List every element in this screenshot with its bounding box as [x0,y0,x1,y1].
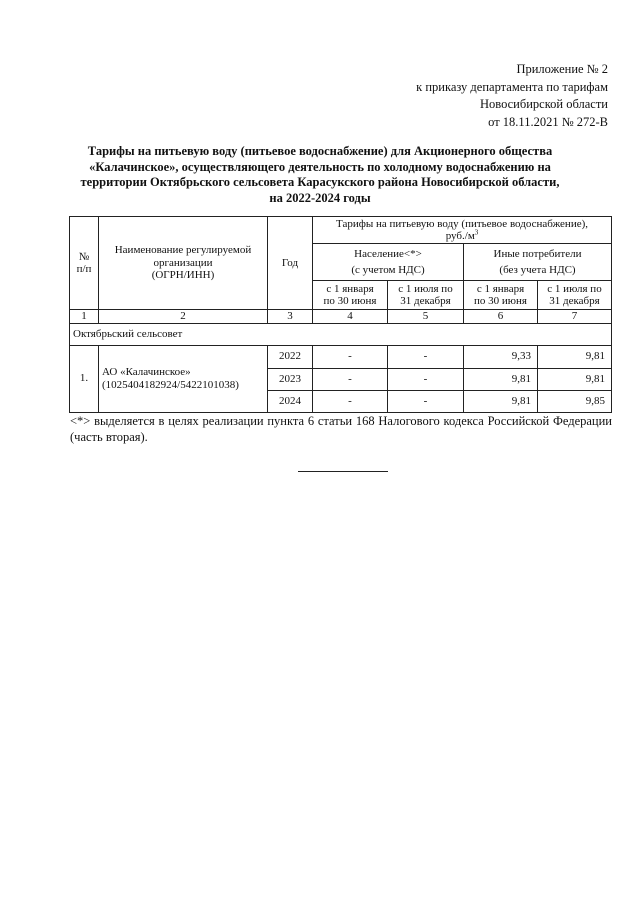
header-year: Год [268,217,313,310]
column-number: 2 [99,310,268,324]
header-period [388,281,464,310]
region-row [70,323,612,345]
column-number-row [70,310,612,324]
title-line: «Калачинское», осуществляющего деятельность по холодному водоснабжению на [89,159,551,174]
unit-superscript: 3 [474,228,479,237]
header-period-line: с 1 января [326,282,374,295]
header-period-line: по 30 июня [474,295,527,307]
population-tariff-h2: - [388,345,464,368]
header-population [313,244,464,281]
population-tariff-h1: - [313,345,388,368]
end-divider [298,471,388,472]
appendix-order-ref: к приказу департамента по тарифам [416,79,608,94]
population-tariff-h2: - [388,368,464,390]
header-organization-line: Наименование регулируемой [114,244,252,257]
header-population-line: (с учетом НДС) [351,264,425,276]
header-tariff-group [313,217,612,244]
year-cell: 2023 [268,368,313,390]
population-tariff-h1: - [313,368,388,390]
header-row-top [70,217,612,244]
other-tariff-h1: 9,81 [464,390,538,412]
column-number: 6 [464,310,538,324]
header-period-line: с 1 января [476,282,525,295]
header-tariff-unit [315,230,609,243]
other-tariff-h1: 9,33 [464,345,538,368]
header-population-line: Население<*> [354,247,422,260]
footnote: <*> выделяется в целях реализации пункта 6 статьи 168 Налогового кодекса Российской Федерации (часть вторая). [70,414,612,444]
title-line: на 2022-2024 годы [269,190,371,205]
header-period-line: 31 декабря [400,295,451,307]
header-other-consumers [464,244,612,281]
header-number-line: п/п [76,263,92,275]
table-row [70,345,612,368]
population-tariff-h2: - [388,390,464,412]
other-tariff-h2: 9,81 [538,345,612,368]
header-other-consumers-line: Иные потребители [493,247,582,260]
column-number: 4 [313,310,388,324]
year-cell: 2024 [268,390,313,412]
header-organization [99,217,268,310]
year-cell: 2022 [268,345,313,368]
other-tariff-h2: 9,81 [538,368,612,390]
header-period-line: 31 декабря [549,295,600,307]
header-number [70,217,99,310]
title-line: Тарифы на питьевую воду (питьевое водоснабжение) для Акционерного общества [87,144,553,158]
header-period [464,281,538,310]
population-tariff-h1: - [313,390,388,412]
column-number: 7 [538,310,612,324]
header-period [313,281,388,310]
header-period-line: по 30 июня [323,295,377,307]
header-period-line: с 1 июля по [398,282,453,295]
tariff-table [69,216,612,413]
region-name: Октябрьский сельсовет [70,323,612,345]
org-name-text: АО «Калачинское» [102,366,191,378]
title-line: территории Октябрьского сельсовета Карасукского района Новосибирской области, [80,175,560,189]
header-organization-line: (ОГРН/ИНН) [151,269,215,282]
appendix-order-date: от 18.11.2021 № 272-В [488,114,608,129]
appendix-number: Приложение № 2 [516,62,608,76]
org-name [99,345,268,412]
column-number: 3 [268,310,313,324]
header-period [538,281,612,310]
header-number-line: № [78,250,90,263]
org-ids-text: (1025404182924/5422101038) [102,378,239,391]
appendix-region: Новосибирской области [479,97,608,111]
column-number: 1 [70,310,99,324]
appendix-header [416,61,608,131]
header-other-consumers-line: (без учета НДС) [499,264,576,276]
header-period-line: с 1 июля по [547,282,602,295]
document-title [70,144,570,206]
header-organization-line: организации [153,256,213,269]
unit-text: руб./м [445,230,475,242]
column-number: 5 [388,310,464,324]
org-number: 1. [70,345,99,412]
other-tariff-h2: 9,85 [538,390,612,412]
header-tariff-group-line: Тарифы на питьевую воду (питьевое водоснабжение), [336,217,588,230]
other-tariff-h1: 9,81 [464,368,538,390]
